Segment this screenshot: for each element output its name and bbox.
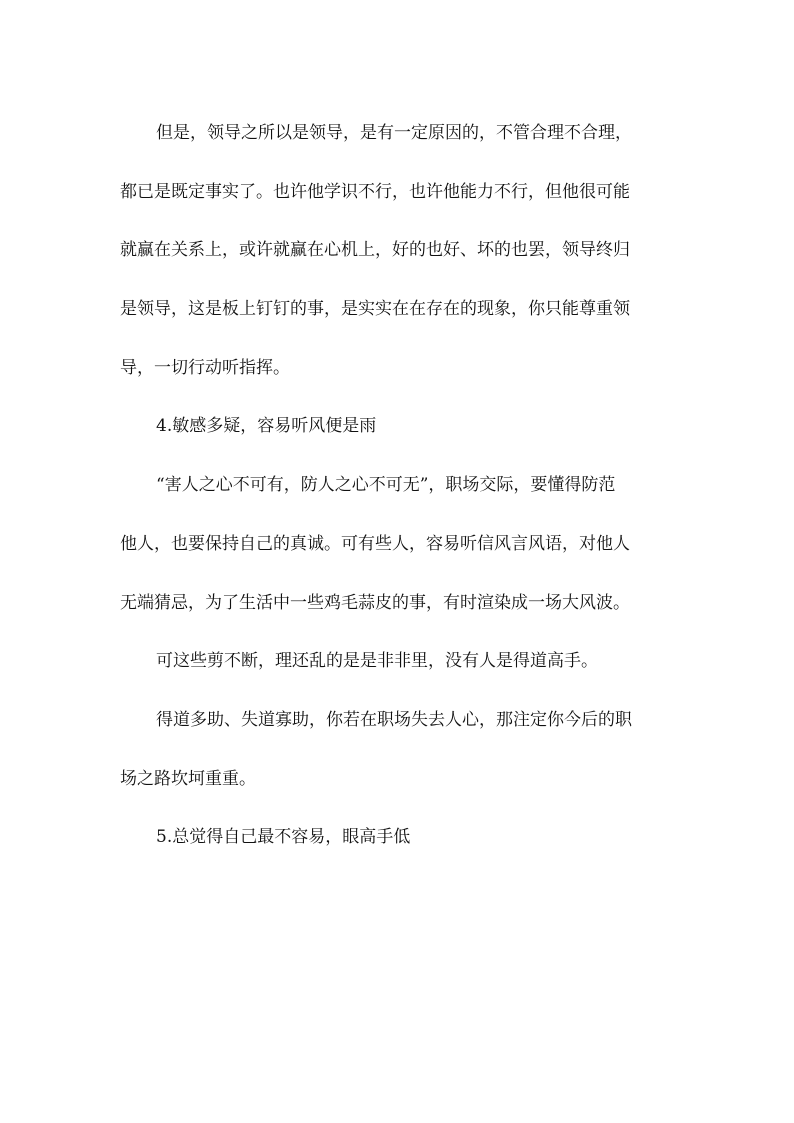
- paragraph-line: 都已是既定事实了。也许他学识不行，也许他能力不行，但他很可能: [120, 181, 630, 202]
- section-heading: 5.总觉得自己最不容易，眼高手低: [156, 827, 411, 848]
- paragraph-line: 但是，领导之所以是领导，是有一定原因的，不管合理不合理，: [156, 123, 632, 143]
- paragraph-line: 可这些剪不断，理还乱的是是非非里，没有人是得道高手。: [156, 651, 598, 672]
- paragraph-line: 他人，也要保持自己的真诚。可有些人，容易听信风言风语，对他人: [120, 533, 630, 554]
- section-heading: 4.敏感多疑，容易听风便是雨: [156, 416, 377, 437]
- paragraph-line: 得道多助、失道寡助，你若在职场失去人心，那注定你今后的职: [156, 709, 632, 730]
- paragraph-line: “害人之心不可有，防人之心不可无”，职场交际，要懂得防范: [156, 475, 616, 496]
- paragraph-line: 场之路坎坷重重。: [120, 768, 256, 789]
- paragraph-line: 是领导，这是板上钉钉的事，是实实在在存在的现象，你只能尊重领: [120, 299, 630, 320]
- paragraph-line: 无端猜忌，为了生活中一些鸡毛蒜皮的事，有时渲染成一场大风波。: [120, 592, 630, 613]
- paragraph-line: 就赢在关系上，或许就赢在心机上，好的也好、坏的也罢，领导终归: [120, 240, 630, 261]
- paragraph-line: 导，一切行动听指挥。: [120, 357, 290, 378]
- document-body: [120, 104, 680, 867]
